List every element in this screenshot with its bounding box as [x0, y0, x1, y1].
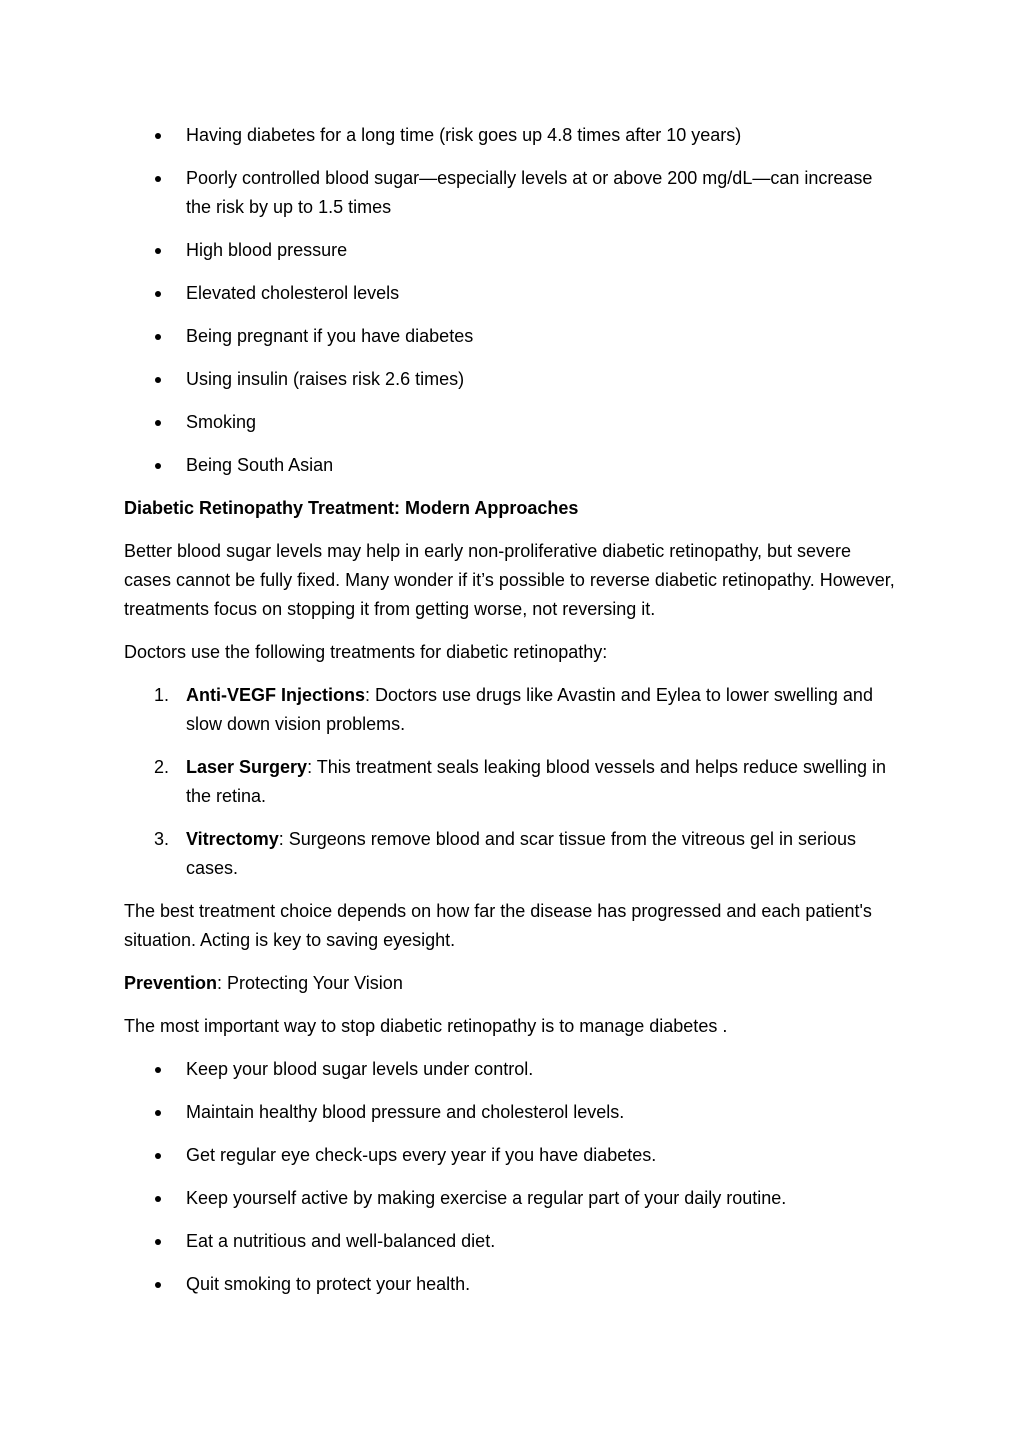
prevention-heading-term: Prevention	[124, 973, 218, 993]
list-item	[124, 164, 900, 222]
list-item	[124, 1270, 900, 1299]
treatment-term: Anti-VEGF Injections	[186, 685, 366, 705]
list-item	[124, 1184, 900, 1213]
bullet-icon	[155, 1282, 161, 1288]
treatment-term: Vitrectomy	[186, 829, 279, 849]
list-item-text: Eat a nutritious and well-balanced diet.	[186, 1231, 496, 1251]
treatment-intro-paragraph: Better blood sugar levels may help in early non-proliferative diabetic retinopathy, but severe cases cannot be fully fixed. Many wonder if it’s possible to reverse diabetic retinopathy. However, treatments focus on stopping it from getting worse, not reversing it.	[124, 541, 895, 619]
list-item-text: Poorly controlled blood sugar—especially levels at or above 200 mg/dL—can increase the risk by up to 1.5 times	[186, 168, 873, 217]
list-item	[124, 1227, 900, 1256]
treatment-term: Laser Surgery	[186, 757, 308, 777]
list-number: 2.	[154, 757, 170, 777]
treatment-description: : Doctors use drugs like Avastin and Eylea to lower swelling and slow down vision problems.	[186, 685, 873, 734]
treatment-outro-paragraph: The best treatment choice depends on how far the disease has progressed and each patient's situation. Acting is key to saving eyesight.	[124, 901, 872, 950]
list-number: 3.	[154, 829, 170, 849]
treatment-list	[124, 681, 900, 883]
bullet-icon	[155, 1153, 161, 1159]
document-page	[124, 121, 900, 1313]
list-item-text: Being pregnant if you have diabetes	[186, 326, 474, 346]
list-item	[124, 681, 900, 739]
bullet-icon	[155, 463, 161, 469]
prevention-list	[124, 1055, 900, 1299]
list-item	[124, 236, 900, 265]
list-item	[124, 279, 900, 308]
list-item-text: Get regular eye check-ups every year if you have diabetes.	[186, 1145, 657, 1165]
list-number: 1.	[154, 685, 170, 705]
list-item	[124, 825, 900, 883]
list-item-text: Keep yourself active by making exercise a regular part of your daily routine.	[186, 1188, 787, 1208]
list-item-text: Being South Asian	[186, 455, 334, 475]
treatment-description: : This treatment seals leaking blood vessels and helps reduce swelling in the retina.	[186, 757, 887, 806]
list-item	[124, 1141, 900, 1170]
list-item-text: Having diabetes for a long time (risk goes up 4.8 times after 10 years)	[186, 125, 742, 145]
list-item	[124, 1055, 900, 1084]
bullet-icon	[155, 248, 161, 254]
bullet-icon	[155, 176, 161, 182]
bullet-icon	[155, 133, 161, 139]
list-item-text: Elevated cholesterol levels	[186, 283, 400, 303]
list-item	[124, 121, 900, 150]
list-item-text: Maintain healthy blood pressure and cholesterol levels.	[186, 1102, 625, 1122]
prevention-intro-paragraph: The most important way to stop diabetic retinopathy is to manage diabetes .	[124, 1016, 728, 1036]
bullet-icon	[155, 1067, 161, 1073]
list-item-text: Using insulin (raises risk 2.6 times)	[186, 369, 465, 389]
prevention-heading	[124, 969, 900, 998]
bullet-icon	[155, 291, 161, 297]
bullet-icon	[155, 1110, 161, 1116]
list-item	[124, 408, 900, 437]
list-item	[124, 753, 900, 811]
bullet-icon	[155, 1196, 161, 1202]
prevention-heading-rest: : Protecting Your Vision	[217, 973, 403, 993]
bullet-icon	[155, 420, 161, 426]
list-item	[124, 1098, 900, 1127]
list-item-text: High blood pressure	[186, 240, 348, 260]
bullet-icon	[155, 334, 161, 340]
list-item	[124, 451, 900, 480]
risk-factor-list	[124, 121, 900, 480]
treatment-heading: Diabetic Retinopathy Treatment: Modern Approaches	[124, 498, 579, 518]
list-item	[124, 365, 900, 394]
list-item-text: Smoking	[186, 412, 257, 432]
bullet-icon	[155, 377, 161, 383]
treatment-lead-paragraph: Doctors use the following treatments for diabetic retinopathy:	[124, 642, 608, 662]
list-item-text: Keep your blood sugar levels under control.	[186, 1059, 534, 1079]
list-item	[124, 322, 900, 351]
list-item-text: Quit smoking to protect your health.	[186, 1274, 471, 1294]
treatment-description: : Surgeons remove blood and scar tissue from the vitreous gel in serious cases.	[186, 829, 857, 878]
bullet-icon	[155, 1239, 161, 1245]
